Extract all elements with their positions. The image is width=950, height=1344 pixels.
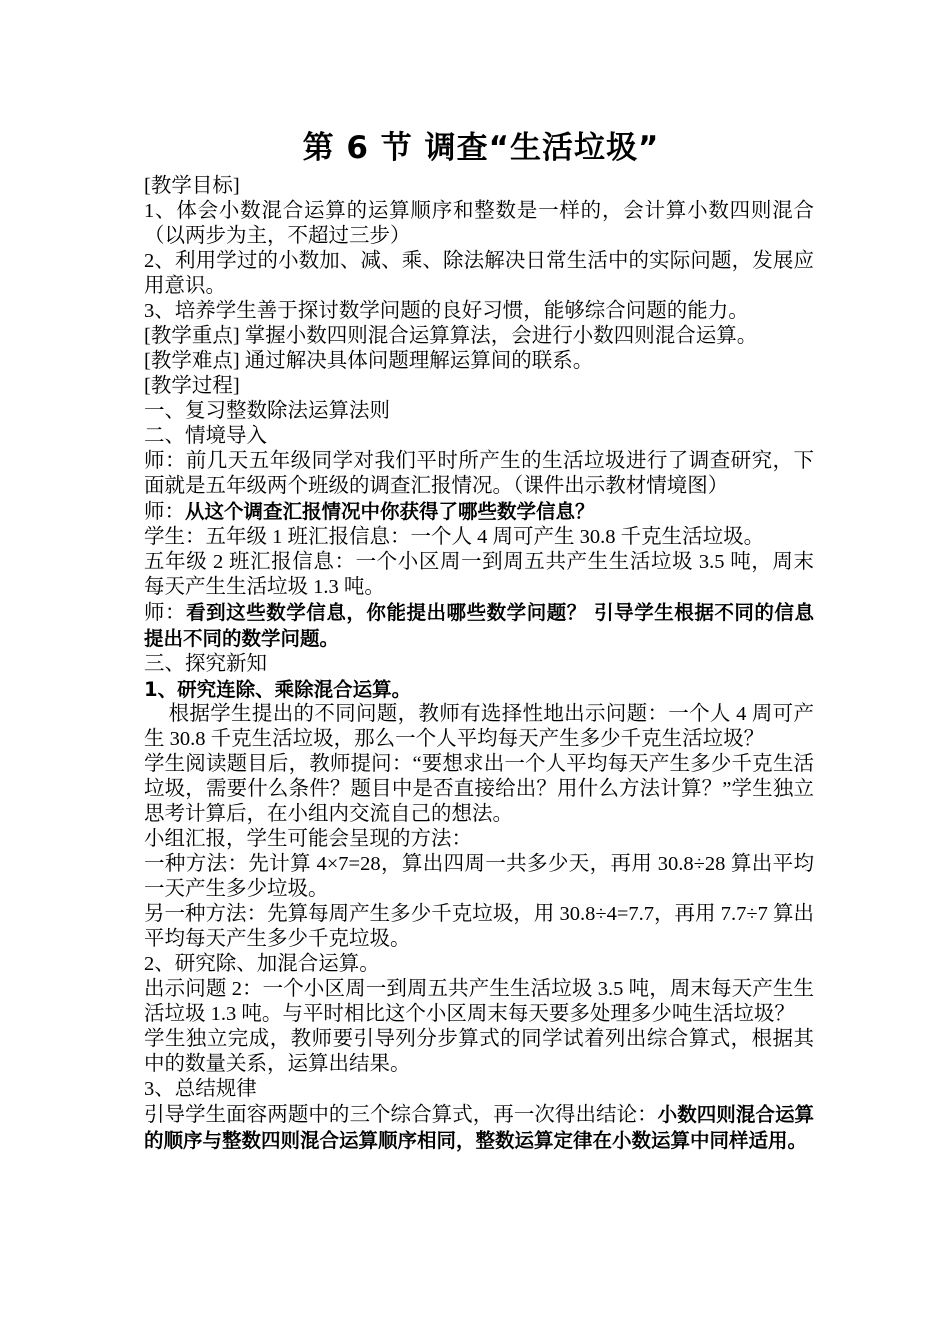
teacher-paragraph-2 <box>144 499 814 525</box>
goal-1: 1、体会小数混合运算的运算顺序和整数是一样的，会计算小数四则混合（以两步为主，不超过三步） <box>144 200 814 247</box>
goal-3: 3、培养学生善于探讨数学问题的良好习惯，能够综合问题的能力。 <box>144 300 749 322</box>
question-1-discussion: 学生阅读题目后，教师提问：“要想求出一个人平均每天产生多少千克生活垃圾，需要什么条件？题目中是否直接给出？用什么方法计算？”学生独立思考计算后，在小组内交流自己的想法。 <box>144 753 814 825</box>
summary-paragraph <box>144 1102 814 1154</box>
document-page <box>144 128 814 1154</box>
teacher-question: 从这个调查汇报情况中你获得了哪些数学信息？ <box>185 500 595 523</box>
student-paragraph-2: 五年级 2 班汇报信息：一个小区周一到周五共产生生活垃圾 3.5 吨，周末每天产生生活垃圾 1.3 吨。 <box>144 551 814 598</box>
subsection-1-heading: 1、研究连除、乘除混合运算。 <box>144 678 412 701</box>
teacher-question: 看到这些数学信息，你能提出哪些数学问题？ 引导学生根据不同的信息提出不同的数学问题。 <box>144 601 814 650</box>
teacher-label: 师： <box>144 501 185 523</box>
summary-conclusion: 小数四则混合运算的顺序与整数四则混合运算顺序相同，整数运算定律在小数运算中同样适用。 <box>144 1103 814 1152</box>
method-2: 另一种方法：先算每周产生多少千克垃圾，用 30.8÷4=7.7，再用 7.7÷7 算出平均每天产生多少千克垃圾。 <box>144 903 814 950</box>
group-report: 小组汇报，学生可能会呈现的方法： <box>144 828 472 850</box>
section-3-heading: 三、探究新知 <box>144 653 267 675</box>
key-point: [教学重点] 掌握小数四则混合运算算法，会进行小数四则混合运算。 <box>144 325 758 347</box>
summary-intro: 引导学生面容两题中的三个综合算式，再一次得出结论： <box>144 1104 658 1126</box>
method-1: 一种方法：先计算 4×7=28，算出四周一共多少天，再用 30.8÷28 算出平均一天产生多少垃圾。 <box>144 853 814 900</box>
section-2-heading: 二、情境导入 <box>144 425 267 447</box>
question-1-paragraph: 根据学生提出的不同问题，教师有选择性地出示问题：一个人 4 周可产生 30.8 千克生活垃圾，那么一个人平均每天产生多少千克生活垃圾？ <box>144 703 814 750</box>
goal-2: 2、利用学过的小数加、减、乘、除法解决日常生活中的实际问题，发展应用意识。 <box>144 250 814 297</box>
subsection-2-heading: 2、研究除、加混合运算。 <box>144 953 380 975</box>
teacher-label: 师： <box>144 602 187 624</box>
question-2-paragraph: 出示问题 2：一个小区周一到周五共产生生活垃圾 3.5 吨，周末每天产生生活垃圾 1.3 吨。与平时相比这个小区周末每天要多处理多少吨生活垃圾？ <box>144 978 814 1025</box>
page-title: 第 6 节 调查“生活垃圾” <box>302 130 660 166</box>
teacher-paragraph-3 <box>144 600 814 652</box>
section-1-heading: 一、复习整数除法运算法则 <box>144 400 390 422</box>
student-paragraph-1: 学生：五年级 1 班汇报信息：一个人 4 周可产生 30.8 千克生活垃圾。 <box>144 526 765 548</box>
teacher-paragraph-1: 师：前几天五年级同学对我们平时所产生的生活垃圾进行了调查研究，下面就是五年级两个班级的调查汇报情况。（课件出示教材情境图） <box>144 450 814 497</box>
process-heading: [教学过程] <box>144 375 240 397</box>
question-2-discussion: 学生独立完成，教师要引导列分步算式的同学试着列出综合算式，根据其中的数量关系，运算出结果。 <box>144 1028 814 1075</box>
goals-heading: [教学目标] <box>144 175 240 197</box>
difficulty: [教学难点] 通过解决具体问题理解运算间的联系。 <box>144 350 594 372</box>
subsection-3-heading: 3、总结规律 <box>144 1078 257 1100</box>
